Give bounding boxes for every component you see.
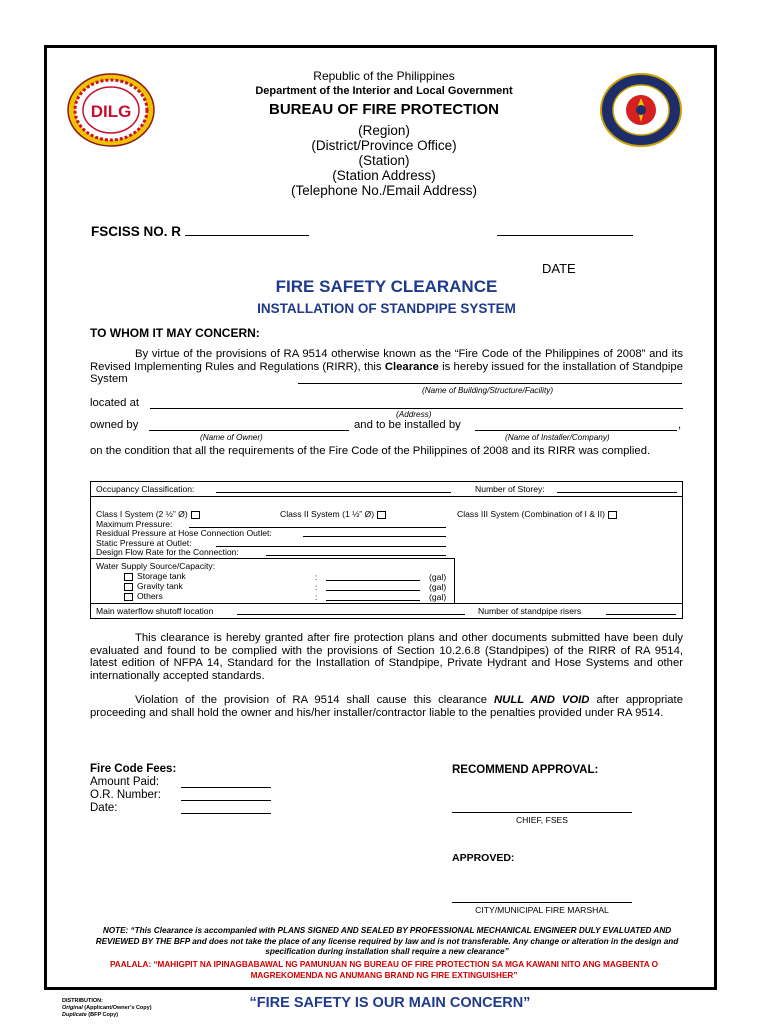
- box-divider: [91, 496, 682, 497]
- hint-installer: (Name of Installer/Company): [505, 433, 610, 442]
- condition-paragraph: on the condition that all the requirements of the Fire Code of the Philippines of 2008 and its RIRR was complied.: [90, 445, 651, 457]
- design-flow-blank: [266, 547, 446, 556]
- p4-text-a: Violation of the provision of RA 9514 shall cause this clearance: [135, 694, 494, 706]
- residual-pressure-blank: [303, 528, 446, 537]
- amount-paid-label: Amount Paid:: [90, 776, 160, 788]
- gravity-capacity-blank: [326, 582, 420, 591]
- max-pressure-blank: [189, 519, 446, 528]
- granted-paragraph: This clearance is hereby granted after fire protection plans and other documents submitted have been duly evaluated and found to be complied with the provisions of Section 10.2.6.8 (Standpipes) of the RIRR of RA 9514, latest edition of NFPA 14, Standard for the Installation of Standpipe, Private Hydrant and Hose Systems and other internationally accepted standards.: [90, 632, 683, 682]
- class3-option[interactable]: [457, 509, 617, 519]
- fees-title: Fire Code Fees:: [90, 763, 177, 775]
- others-colon: :: [315, 592, 318, 602]
- hint-owner: (Name of Owner): [200, 433, 263, 442]
- original-desc: (Applicant/Owner’s Copy): [82, 1005, 152, 1011]
- fsciss-label: FSCISS NO. R: [91, 224, 182, 239]
- owner-blank: [149, 418, 349, 431]
- p1-bold: Clearance: [384, 360, 439, 373]
- installed-by-label: and to be installed by: [354, 419, 461, 431]
- paalala-note: PAALALA: “MAHIGPIT NA IPINAGBABAWAL NG PAMUNUAN NG BUREAU OF FIRE PROTECTION SA MGA KAWANI NITO ANG MAGBENTA O MAGREKOMENDA NG ANUMANG BRAND NG FIRE EXTINGUISHER”: [109, 960, 659, 980]
- gravity-colon: :: [315, 582, 318, 592]
- shutoff-blank: [237, 606, 465, 615]
- fsciss-blank: [185, 223, 309, 236]
- region-line: (Region): [358, 123, 410, 138]
- approved-label: APPROVED:: [452, 852, 515, 864]
- storage-tank-label: Storage tank: [137, 571, 186, 581]
- hint-building: (Name of Building/Structure/Facility): [422, 386, 554, 395]
- storage-capacity-blank: [326, 572, 420, 581]
- class3-label: Class III System (Combination of I & II): [457, 509, 606, 519]
- shutoff-label: Main waterflow shutoff location: [96, 606, 214, 616]
- storage-tank-checkbox[interactable]: [124, 573, 133, 581]
- motto: “FIRE SAFETY IS OUR MAIN CONCERN”: [249, 995, 531, 1011]
- class1-checkbox[interactable]: [191, 511, 200, 519]
- occupancy-blank: [216, 484, 451, 493]
- date-blank: [497, 222, 633, 236]
- system-details-box: [90, 481, 683, 619]
- storage-gal: (gal): [429, 572, 447, 582]
- chief-fses-label: CHIEF, FSES: [515, 815, 569, 825]
- residual-pressure-label: Residual Pressure at Hose Connection Outlet:: [96, 528, 272, 538]
- date-label: DATE: [542, 261, 576, 276]
- distribution-block: [62, 998, 152, 1019]
- violation-paragraph: [90, 694, 683, 719]
- others-label: Others: [137, 591, 163, 601]
- fire-marshal-label: CITY/MUNICIPAL FIRE MARSHAL: [475, 905, 609, 915]
- duplicate-desc: (BFP Copy): [86, 1012, 119, 1018]
- or-number-blank: [181, 788, 271, 801]
- class1-option[interactable]: [96, 509, 200, 519]
- gravity-tank-option[interactable]: [124, 581, 183, 591]
- gravity-tank-label: Gravity tank: [137, 581, 183, 591]
- dilg-logo-text: DILG: [90, 102, 132, 121]
- building-name-blank: [298, 371, 682, 384]
- distribution-label: DISTRIBUTION:: [62, 998, 103, 1004]
- address-blank: [150, 396, 683, 409]
- others-option[interactable]: [124, 591, 163, 601]
- station-address-line: (Station Address): [332, 168, 436, 183]
- recommend-approval-label: RECOMMEND APPROVAL:: [452, 764, 599, 776]
- storage-colon: :: [315, 572, 318, 582]
- class3-checkbox[interactable]: [608, 511, 617, 519]
- p1-text-a: By virtue of the provisions of RA 9514 otherwise known as the “Fire Code of the Philippines of 2008” and its Revised Implementing Rules and Regulations (RIRR), this: [90, 348, 683, 373]
- class2-checkbox[interactable]: [377, 511, 386, 519]
- risers-label: Number of standpipe risers: [478, 606, 582, 616]
- static-pressure-label: Static Pressure at Outlet:: [96, 538, 192, 548]
- storage-tank-option[interactable]: [124, 571, 186, 581]
- department-line: Department of the Interior and Local Government: [255, 85, 513, 97]
- located-at-label: located at: [90, 397, 139, 409]
- comma: ,: [678, 419, 682, 431]
- class2-label: Class II System (1 ½” Ø): [280, 509, 375, 519]
- republic-line: Republic of the Philippines: [313, 69, 455, 83]
- document-subtitle: INSTALLATION OF STANDPIPE SYSTEM: [257, 301, 516, 316]
- marshal-signature-line: [452, 890, 632, 903]
- class2-option[interactable]: [280, 509, 386, 519]
- clearance-note: NOTE: “This Clearance is accompanied with PLANS SIGNED AND SEALED BY PROFESSIONAL MECHANICAL ENGINEER DULY EVALUATED AND REVIEWED BY THE BFP and does not take the place of any license required by law and is not transferable. Any change or alteration in the design and specification during installation shall require a new clearance”: [95, 926, 679, 956]
- risers-blank: [606, 606, 676, 615]
- fsciss-number: [91, 223, 309, 239]
- storey-label: Number of Storey:: [475, 484, 545, 494]
- p1-text-b: is hereby issued for the installation of Standpipe System: [90, 360, 683, 385]
- occupancy-label: Occupancy Classification:: [96, 484, 195, 494]
- chief-signature-line: [452, 800, 632, 813]
- class1-label: Class I System (2 ½” Ø): [96, 509, 188, 519]
- station-line: (Station): [358, 153, 410, 168]
- box-divider-3: [454, 558, 455, 603]
- salutation: TO WHOM IT MAY CONCERN:: [90, 326, 260, 340]
- hint-address: (Address): [396, 410, 432, 419]
- duplicate-label: Duplicate: [62, 1012, 87, 1018]
- fee-date-blank: [181, 801, 271, 814]
- box-divider-2: [91, 558, 454, 559]
- others-capacity-blank: [326, 592, 420, 601]
- contact-line: (Telephone No./Email Address): [290, 183, 478, 198]
- storey-blank: [557, 484, 677, 493]
- design-flow-label: Design Flow Rate for the Connection:: [96, 547, 239, 557]
- others-gal: (gal): [429, 592, 447, 602]
- water-supply-label: Water Supply Source/Capacity:: [96, 561, 216, 571]
- box-divider-4: [91, 603, 682, 604]
- static-pressure-blank: [216, 538, 446, 547]
- district-line: (District/Province Office): [311, 138, 457, 153]
- original-label: Original: [62, 1005, 83, 1011]
- null-and-void: NULL AND VOID: [494, 694, 590, 706]
- p4-text-b: after appropriate proceeding and shall hold the owner and his/her installer/contractor liable to the penalties provided under RA 9514.: [90, 694, 683, 719]
- fee-date-label: Date:: [90, 802, 118, 814]
- gravity-tank-checkbox[interactable]: [124, 583, 133, 591]
- document-title: FIRE SAFETY CLEARANCE: [275, 277, 498, 296]
- others-checkbox[interactable]: [124, 593, 133, 601]
- bureau-line: BUREAU OF FIRE PROTECTION: [268, 101, 499, 118]
- installer-blank: [475, 418, 677, 431]
- max-pressure-label: Maximum Pressure:: [96, 519, 173, 529]
- owned-by-label: owned by: [90, 419, 139, 431]
- gravity-gal: (gal): [429, 582, 447, 592]
- amount-paid-blank: [181, 775, 271, 788]
- or-number-label: O.R. Number:: [90, 789, 161, 801]
